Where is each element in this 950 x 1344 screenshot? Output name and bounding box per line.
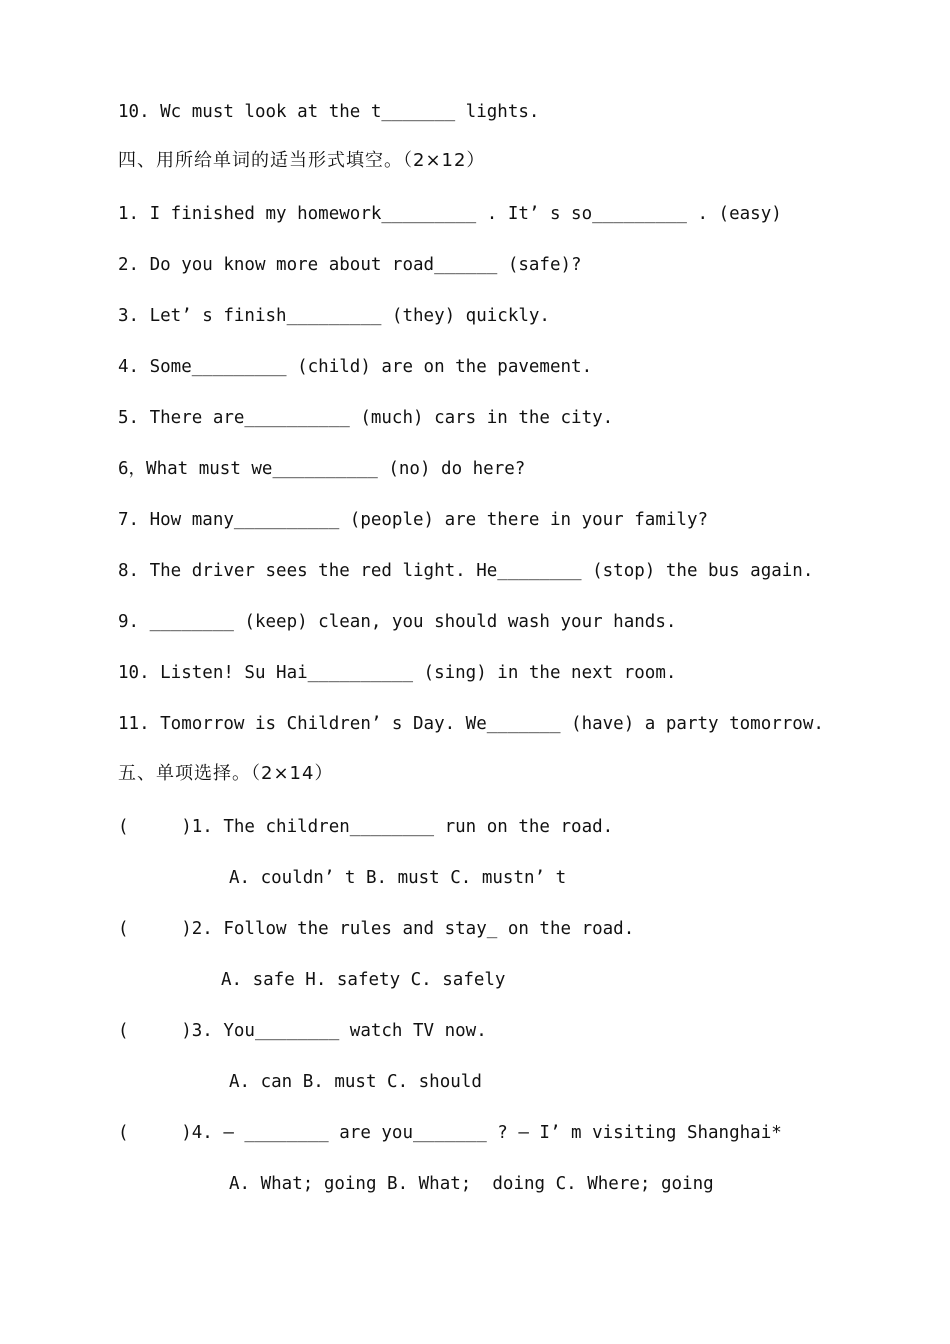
question-stem: ( )2. Follow the rules and stay_ on the road. bbox=[118, 919, 635, 939]
fill-in-item: 6，What must we__________ (no) do here? bbox=[118, 459, 526, 479]
question-options: A. couldn’ t B. must C. mustn’ t bbox=[229, 868, 567, 888]
section-5-heading: 五、单项选择。（2×14） bbox=[118, 763, 334, 784]
question-stem: ( )1. The children________ run on the road. bbox=[118, 817, 614, 837]
question-options: A. can B. must C. should bbox=[229, 1072, 482, 1092]
section-4-heading: 四、用所给单词的适当形式填空。（2×12） bbox=[118, 150, 486, 171]
question-options: A. safe H. safety C. safely bbox=[221, 970, 506, 990]
fill-in-item: 2. Do you know more about road______ (safe)? bbox=[118, 255, 582, 275]
fill-in-item: 1. I finished my homework_________ . It’ s so_________ . (easy) bbox=[118, 204, 782, 224]
fill-in-item: 10. Listen! Su Hai__________ (sing) in the next room. bbox=[118, 663, 677, 683]
fill-in-item: 5. There are__________ (much) cars in the city. bbox=[118, 408, 614, 428]
top-item: 10. Wc must look at the t_______ lights. bbox=[118, 102, 540, 122]
fill-in-item: 9. ________ (keep) clean, you should wash your hands. bbox=[118, 612, 677, 632]
question-options: A. What; going B. What; doing C. Where; going bbox=[229, 1174, 714, 1194]
question-stem: ( )3. You________ watch TV now. bbox=[118, 1021, 487, 1041]
question-stem: ( )4. — ________ are you_______ ? — I’ m visiting Shanghai* bbox=[118, 1123, 782, 1143]
fill-in-item: 11. Tomorrow is Children’ s Day. We_______ (have) a party tomorrow. bbox=[118, 714, 824, 734]
fill-in-item: 4. Some_________ (child) are on the pavement. bbox=[118, 357, 593, 377]
fill-in-item: 8. The driver sees the red light. He________ (stop) the bus again. bbox=[118, 561, 814, 581]
fill-in-item: 3. Let’ s finish_________ (they) quickly. bbox=[118, 306, 550, 326]
fill-in-item: 7. How many__________ (people) are there in your family? bbox=[118, 510, 709, 530]
